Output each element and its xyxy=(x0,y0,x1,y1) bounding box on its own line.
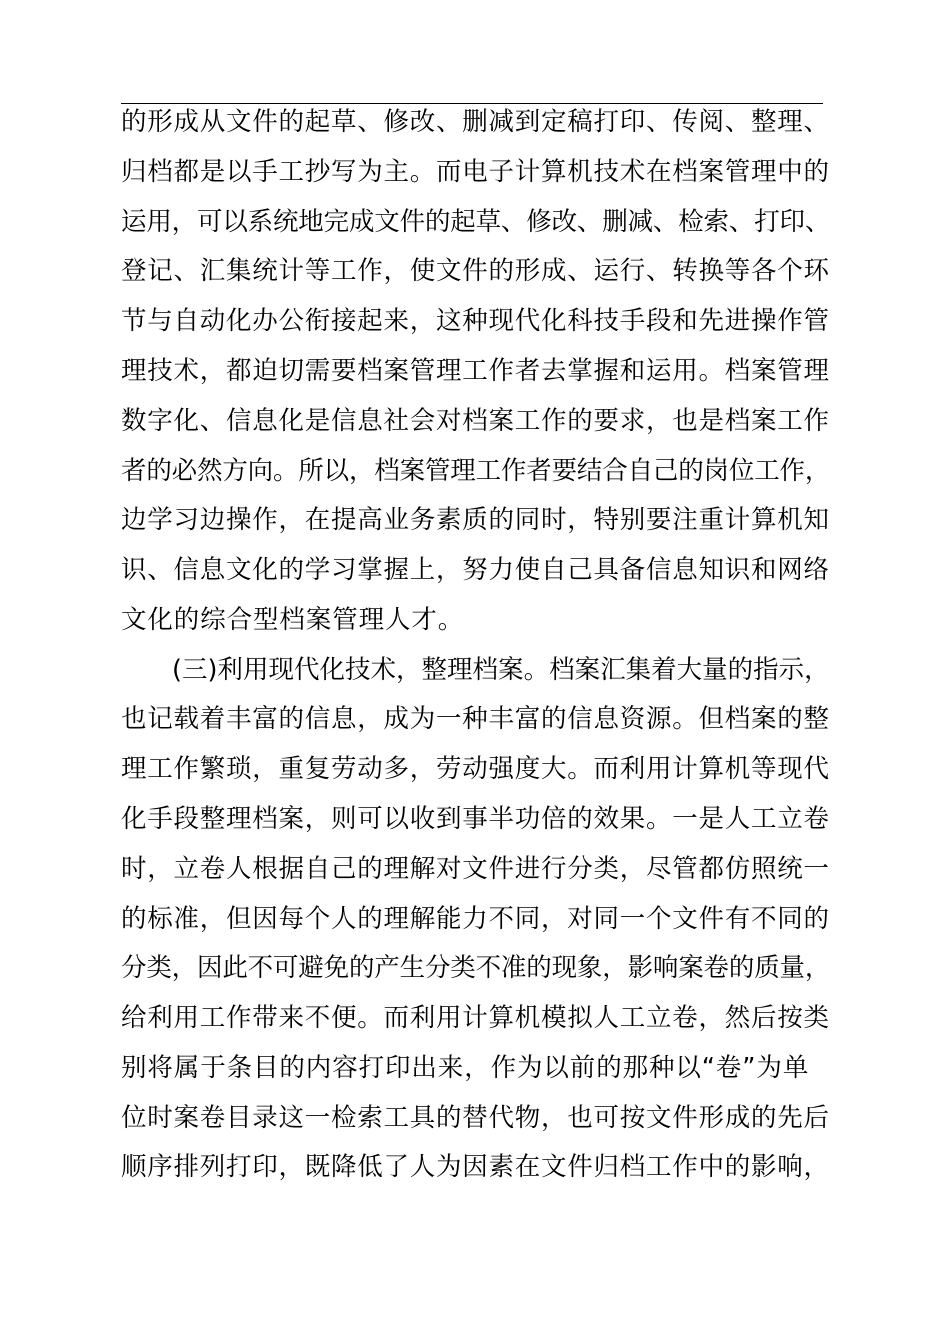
text-line: 给利用工作带来不便。而利用计算机模拟人工立卷，然后按类 xyxy=(121,1003,830,1033)
text-line: 的形成从文件的起草、修改、删减到定稿打印、传阅、整理、 xyxy=(121,107,830,137)
text-line: 的标准，但因每个人的理解能力不同，对同一个文件有不同的 xyxy=(121,904,830,934)
text-line: 运用，可以系统地完成文件的起草、修改、删减、检索、打印、 xyxy=(121,207,831,237)
text-line: 别将属于条目的内容打印出来，作为以前的那种以“卷”为单 xyxy=(121,1053,810,1083)
text-line: 理技术，都迫切需要档案管理工作者去掌握和运用。档案管理 xyxy=(121,356,830,386)
text-line: 分类，因此不可避免的产生分类不准的现象，影响案卷的质量， xyxy=(121,953,831,983)
text-line: 理工作繁琐，重复劳动多，劳动强度大。而利用计算机等现代 xyxy=(121,754,830,784)
text-line: 识、信息文化的学习掌握上，努力使自己具备信息知识和网络 xyxy=(121,555,830,585)
text-line: 边学习边操作，在提高业务素质的同时，特别要注重计算机知 xyxy=(121,505,830,535)
text-line: 位时案卷目录这一检索工具的替代物，也可按文件形成的先后 xyxy=(121,1103,830,1133)
text-line: 顺序排列打印，既降低了人为因素在文件归档工作中的影响， xyxy=(121,1152,830,1182)
text-line: 文化的综合型档案管理人才。 xyxy=(121,605,465,635)
text-line: (三)利用现代化技术，整理档案。档案汇集着大量的指示， xyxy=(172,655,830,685)
text-line: 者的必然方向。所以，档案管理工作者要结合自己的岗位工作， xyxy=(121,456,831,486)
header-rule xyxy=(121,103,823,104)
text-line: 归档都是以手工抄写为主。而电子计算机技术在档案管理中的 xyxy=(121,157,830,187)
text-line: 登记、汇集统计等工作，使文件的形成、运行、转换等各个环 xyxy=(121,256,830,286)
text-line: 时，立卷人根据自己的理解对文件进行分类，尽管都仿照统一 xyxy=(121,854,830,884)
text-line: 化手段整理档案，则可以收到事半功倍的效果。一是人工立卷 xyxy=(121,804,830,834)
text-line: 也记载着丰富的信息，成为一种丰富的信息资源。但档案的整 xyxy=(121,704,830,734)
text-line: 节与自动化办公衔接起来，这种现代化科技手段和先进操作管 xyxy=(121,306,830,336)
text-line: 数字化、信息化是信息社会对档案工作的要求，也是档案工作 xyxy=(121,406,830,436)
